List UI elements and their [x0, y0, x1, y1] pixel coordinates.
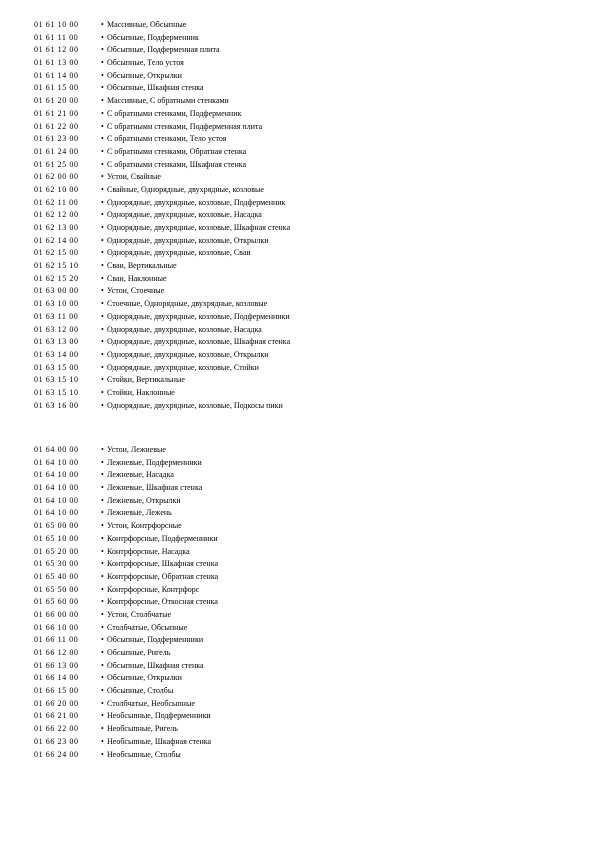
list-item — [34, 723, 574, 736]
item-description: Сваи, Вертикальные — [107, 261, 177, 271]
item-code: 01 61 11 00 — [34, 32, 79, 42]
item-code: 01 66 00 00 — [34, 609, 79, 619]
list-item — [34, 32, 574, 45]
item-code: 01 66 14 00 — [34, 673, 79, 683]
list-item — [34, 374, 574, 387]
list-item — [34, 184, 574, 197]
item-description: Однорядные, двухрядные, козловые, Открылки — [107, 349, 269, 359]
item-description: Устои, Столбчатые — [107, 609, 171, 619]
list-item — [34, 235, 574, 248]
bullet-icon: • — [101, 597, 104, 607]
bullet-icon: • — [101, 495, 104, 505]
bullet-icon: • — [101, 508, 104, 518]
list-item — [34, 19, 574, 32]
item-code: 01 66 21 00 — [34, 711, 79, 721]
bullet-icon: • — [101, 235, 104, 245]
list-item — [34, 596, 574, 609]
item-description: Однорядные, двухрядные, козловые, Подферменники — [107, 311, 290, 321]
item-code: 01 64 10 00 — [34, 470, 79, 480]
item-description: Свайные, Однорядные, двухрядные, козловые — [107, 184, 264, 194]
list-item — [34, 362, 574, 375]
item-description: Обсыпные, Подферменники — [107, 635, 204, 645]
item-code: 01 61 21 00 — [34, 108, 79, 118]
list-item — [34, 44, 574, 57]
item-code: 01 62 00 00 — [34, 172, 79, 182]
item-description: Обсыпные, Открылки — [107, 673, 182, 683]
item-code: 01 62 15 00 — [34, 248, 79, 258]
bullet-icon: • — [101, 749, 104, 759]
list-item — [34, 324, 574, 337]
list-item — [34, 571, 574, 584]
item-code: 01 63 12 00 — [34, 324, 79, 334]
item-code: 01 62 13 00 — [34, 223, 79, 232]
item-description: Лежневые, Лежень — [107, 508, 172, 518]
list-item — [34, 171, 574, 184]
item-description: Необсыпные, Шкафная стенка — [107, 736, 212, 746]
list-item — [34, 197, 574, 210]
item-code: 01 62 15 10 — [34, 261, 79, 271]
list-item — [34, 159, 574, 172]
item-code: 01 61 10 00 — [34, 20, 79, 29]
bullet-icon: • — [101, 210, 104, 220]
list-item — [34, 660, 574, 673]
list-item — [34, 121, 574, 134]
bullet-icon: • — [101, 261, 104, 271]
item-code: 01 62 12 00 — [34, 210, 79, 220]
item-code: 01 63 15 10 — [34, 375, 79, 385]
item-description: Однорядные, двухрядные, козловые, Стойки — [107, 362, 259, 372]
list-item — [34, 507, 574, 520]
item-description: Лежневые, Шкафная стенка — [107, 483, 203, 493]
item-code: 01 66 24 00 — [34, 749, 79, 759]
bullet-icon: • — [101, 457, 104, 467]
item-code: 01 63 13 00 — [34, 337, 79, 347]
item-description: Однорядные, двухрядные, козловые, Сваи — [107, 248, 251, 258]
code-list-section-2 — [34, 444, 574, 761]
item-description: Устои, Свайные — [107, 172, 161, 182]
bullet-icon: • — [101, 299, 104, 309]
item-code: 01 62 11 00 — [34, 197, 79, 207]
bullet-icon: • — [101, 311, 104, 321]
bullet-icon: • — [101, 559, 104, 569]
item-code: 01 62 10 00 — [34, 184, 79, 194]
item-description: Обсыпные, Шкафная стенка — [107, 660, 204, 670]
item-code: 01 66 23 00 — [34, 736, 79, 746]
item-description: Сваи, Наклонные — [107, 273, 167, 283]
bullet-icon: • — [101, 546, 104, 556]
item-description: Лежневые, Насадка — [107, 470, 174, 480]
list-item — [34, 298, 574, 311]
item-code: 01 66 22 00 — [34, 724, 79, 734]
bullet-icon: • — [101, 146, 104, 156]
bullet-icon: • — [101, 83, 104, 93]
item-description: Столбчатые, Обсыпные — [107, 622, 188, 632]
list-item — [34, 336, 574, 349]
bullet-icon: • — [101, 349, 104, 359]
list-item — [34, 622, 574, 635]
bullet-icon: • — [101, 571, 104, 581]
list-item — [34, 533, 574, 546]
item-code: 01 65 30 00 — [34, 559, 79, 569]
item-description: Однорядные, двухрядные, козловые, Открылки — [107, 235, 269, 245]
list-item — [34, 57, 574, 70]
item-code: 01 61 13 00 — [34, 58, 79, 68]
bullet-icon: • — [101, 58, 104, 68]
list-item — [34, 349, 574, 362]
list-item — [34, 387, 574, 400]
item-code: 01 62 14 00 — [34, 235, 79, 245]
bullet-icon: • — [101, 337, 104, 347]
item-description: Массивные, Обсыпные — [107, 20, 187, 29]
item-code: 01 64 10 00 — [34, 508, 79, 518]
item-code: 01 64 10 00 — [34, 495, 79, 505]
item-description: С обратными стенками, Подферменник — [107, 108, 242, 118]
item-description: Стоечные, Однорядные, двухрядные, козловые — [107, 299, 268, 309]
list-item — [34, 457, 574, 470]
item-code: 01 61 12 00 — [34, 45, 79, 55]
list-item — [34, 146, 574, 159]
bullet-icon: • — [101, 711, 104, 721]
list-item — [34, 311, 574, 324]
item-description: Необсыпные, Столбы — [107, 749, 181, 759]
bullet-icon: • — [101, 609, 104, 619]
item-code: 01 63 14 00 — [34, 349, 79, 359]
item-description: Однорядные, двухрядные, козловые, Подкосы пики — [107, 400, 283, 410]
item-description: Обсыпные, Подферменная плита — [107, 45, 220, 55]
list-item — [34, 469, 574, 482]
item-code: 01 65 50 00 — [34, 584, 79, 594]
item-code: 01 66 11 00 — [34, 635, 79, 645]
list-item — [34, 710, 574, 723]
item-description: Обсыпные, Открылки — [107, 70, 182, 80]
list-item — [34, 285, 574, 298]
list-item — [34, 736, 574, 749]
list-item — [34, 247, 574, 260]
bullet-icon: • — [101, 45, 104, 55]
item-code: 01 65 40 00 — [34, 571, 79, 581]
item-description: Стойки, Вертикальные — [107, 375, 185, 385]
bullet-icon: • — [101, 521, 104, 531]
item-code: 01 64 00 00 — [34, 445, 79, 454]
item-code: 01 61 15 00 — [34, 83, 79, 93]
list-item — [34, 95, 574, 108]
bullet-icon: • — [101, 286, 104, 296]
item-description: Однорядные, двухрядные, козловые, Насадка — [107, 324, 262, 334]
item-description: Лежневые, Подферменники — [107, 457, 202, 467]
item-code: 01 65 10 00 — [34, 533, 79, 543]
item-code: 01 65 20 00 — [34, 546, 79, 556]
list-item — [34, 584, 574, 597]
item-code: 01 65 00 00 — [34, 521, 79, 531]
bullet-icon: • — [101, 121, 104, 131]
list-item — [34, 685, 574, 698]
item-description: Обсыпные, Шкафная стенка — [107, 83, 204, 93]
bullet-icon: • — [101, 108, 104, 118]
item-code: 01 66 10 00 — [34, 622, 79, 632]
bullet-icon: • — [101, 362, 104, 372]
item-description: Столбчатые, Необсыпные — [107, 698, 195, 708]
list-item — [34, 558, 574, 571]
item-code: 01 66 13 00 — [34, 660, 79, 670]
item-description: Однорядные, двухрядные, козловые, Насадка — [107, 210, 262, 220]
bullet-icon: • — [101, 159, 104, 169]
list-item — [34, 209, 574, 222]
item-code: 01 63 15 00 — [34, 362, 79, 372]
bullet-icon: • — [101, 32, 104, 42]
bullet-icon: • — [101, 686, 104, 696]
item-description: Контрфорсные, Шкафная стенка — [107, 559, 219, 569]
item-code: 01 61 25 00 — [34, 159, 79, 169]
item-description: Устои, Лежневые — [107, 445, 166, 454]
item-description: Необсыпные, Ригель — [107, 724, 178, 734]
item-description: Однорядные, двухрядные, козловые, Шкафная стенка — [107, 337, 291, 347]
bullet-icon: • — [101, 96, 104, 106]
item-description: Обсыпные, Столбы — [107, 686, 174, 696]
bullet-icon: • — [101, 736, 104, 746]
list-item — [34, 482, 574, 495]
item-description: Лежневые, Открылки — [107, 495, 181, 505]
bullet-icon: • — [101, 197, 104, 207]
item-description: Однорядные, двухрядные, козловые, Шкафная стенка — [107, 223, 291, 232]
bullet-icon: • — [101, 470, 104, 480]
item-description: Контрфорсные, Обратная стенка — [107, 571, 219, 581]
item-code: 01 63 10 00 — [34, 299, 79, 309]
item-description: Контрфорсные, Контрфорс — [107, 584, 200, 594]
list-item — [34, 108, 574, 121]
bullet-icon: • — [101, 673, 104, 683]
bullet-icon: • — [101, 20, 104, 29]
bullet-icon: • — [101, 533, 104, 543]
bullet-icon: • — [101, 184, 104, 194]
item-description: Необсыпные, Подферменники — [107, 711, 211, 721]
bullet-icon: • — [101, 724, 104, 734]
list-item — [34, 647, 574, 660]
bullet-icon: • — [101, 324, 104, 334]
bullet-icon: • — [101, 248, 104, 258]
item-description: Обсыпные, Тело устоя — [107, 58, 184, 68]
bullet-icon: • — [101, 387, 104, 397]
item-description: С обратными стенками, Шкафная стенка — [107, 159, 247, 169]
list-item — [34, 70, 574, 83]
bullet-icon: • — [101, 660, 104, 670]
list-item — [34, 82, 574, 95]
item-code: 01 66 12 00 — [34, 648, 79, 657]
item-description: С обратными стенками, Обратная стенка — [107, 146, 247, 156]
item-code: 01 61 23 00 — [34, 134, 79, 144]
bullet-icon: • — [101, 648, 104, 657]
item-code: 01 66 20 00 — [34, 698, 79, 708]
item-code: 01 66 15 00 — [34, 686, 79, 696]
code-list-section-1 — [34, 19, 574, 412]
item-code: 01 64 10 00 — [34, 483, 79, 493]
bullet-icon: • — [101, 172, 104, 182]
bullet-icon: • — [101, 134, 104, 144]
item-code: 01 63 16 00 — [34, 400, 79, 410]
list-item — [34, 672, 574, 685]
bullet-icon: • — [101, 375, 104, 385]
list-item — [34, 749, 574, 762]
item-code: 01 63 15 10 — [34, 387, 79, 397]
item-description: Обсыпные, Подферменник — [107, 32, 199, 42]
item-code: 01 62 15 20 — [34, 273, 79, 283]
bullet-icon: • — [101, 445, 104, 454]
bullet-icon: • — [101, 622, 104, 632]
item-description: Контрфорсные, Откосная стенка — [107, 597, 218, 607]
item-description: Стойки, Наклонные — [107, 387, 175, 397]
bullet-icon: • — [101, 483, 104, 493]
list-item — [34, 520, 574, 533]
bullet-icon: • — [101, 635, 104, 645]
bullet-icon: • — [101, 400, 104, 410]
item-code: 01 61 24 00 — [34, 146, 79, 156]
list-item — [34, 698, 574, 711]
item-code: 01 61 22 00 — [34, 121, 79, 131]
item-description: С обратными стенками, Подферменная плита — [107, 121, 263, 131]
bullet-icon: • — [101, 223, 104, 232]
item-description: С обратными стенками, Тело устоя — [107, 134, 227, 144]
item-code: 01 61 14 00 — [34, 70, 79, 80]
bullet-icon: • — [101, 70, 104, 80]
list-item — [34, 400, 574, 413]
list-item — [34, 609, 574, 622]
item-description: Устои, Контрфорсные — [107, 521, 182, 531]
list-item — [34, 634, 574, 647]
item-code: 01 63 11 00 — [34, 311, 79, 321]
item-code: 01 61 20 00 — [34, 96, 79, 106]
list-item — [34, 260, 574, 273]
item-description: Однорядные, двухрядные, козловые, Подферменник — [107, 197, 286, 207]
item-description: Контрфорсные, Насадка — [107, 546, 190, 556]
list-item — [34, 444, 574, 457]
bullet-icon: • — [101, 698, 104, 708]
item-description: Массивные, С обратными стенками — [107, 96, 229, 106]
item-code: 01 64 10 00 — [34, 457, 79, 467]
bullet-icon: • — [101, 584, 104, 594]
item-description: Обсыпные, Ригель — [107, 648, 171, 657]
item-code: 01 63 00 00 — [34, 286, 79, 296]
list-item — [34, 222, 574, 235]
list-item — [34, 495, 574, 508]
list-item — [34, 273, 574, 286]
item-code: 01 65 60 00 — [34, 597, 79, 607]
item-description: Контрфорсные, Подферменники — [107, 533, 218, 543]
item-description: Устои, Стоечные — [107, 286, 165, 296]
list-item — [34, 546, 574, 559]
list-item — [34, 133, 574, 146]
bullet-icon: • — [101, 273, 104, 283]
